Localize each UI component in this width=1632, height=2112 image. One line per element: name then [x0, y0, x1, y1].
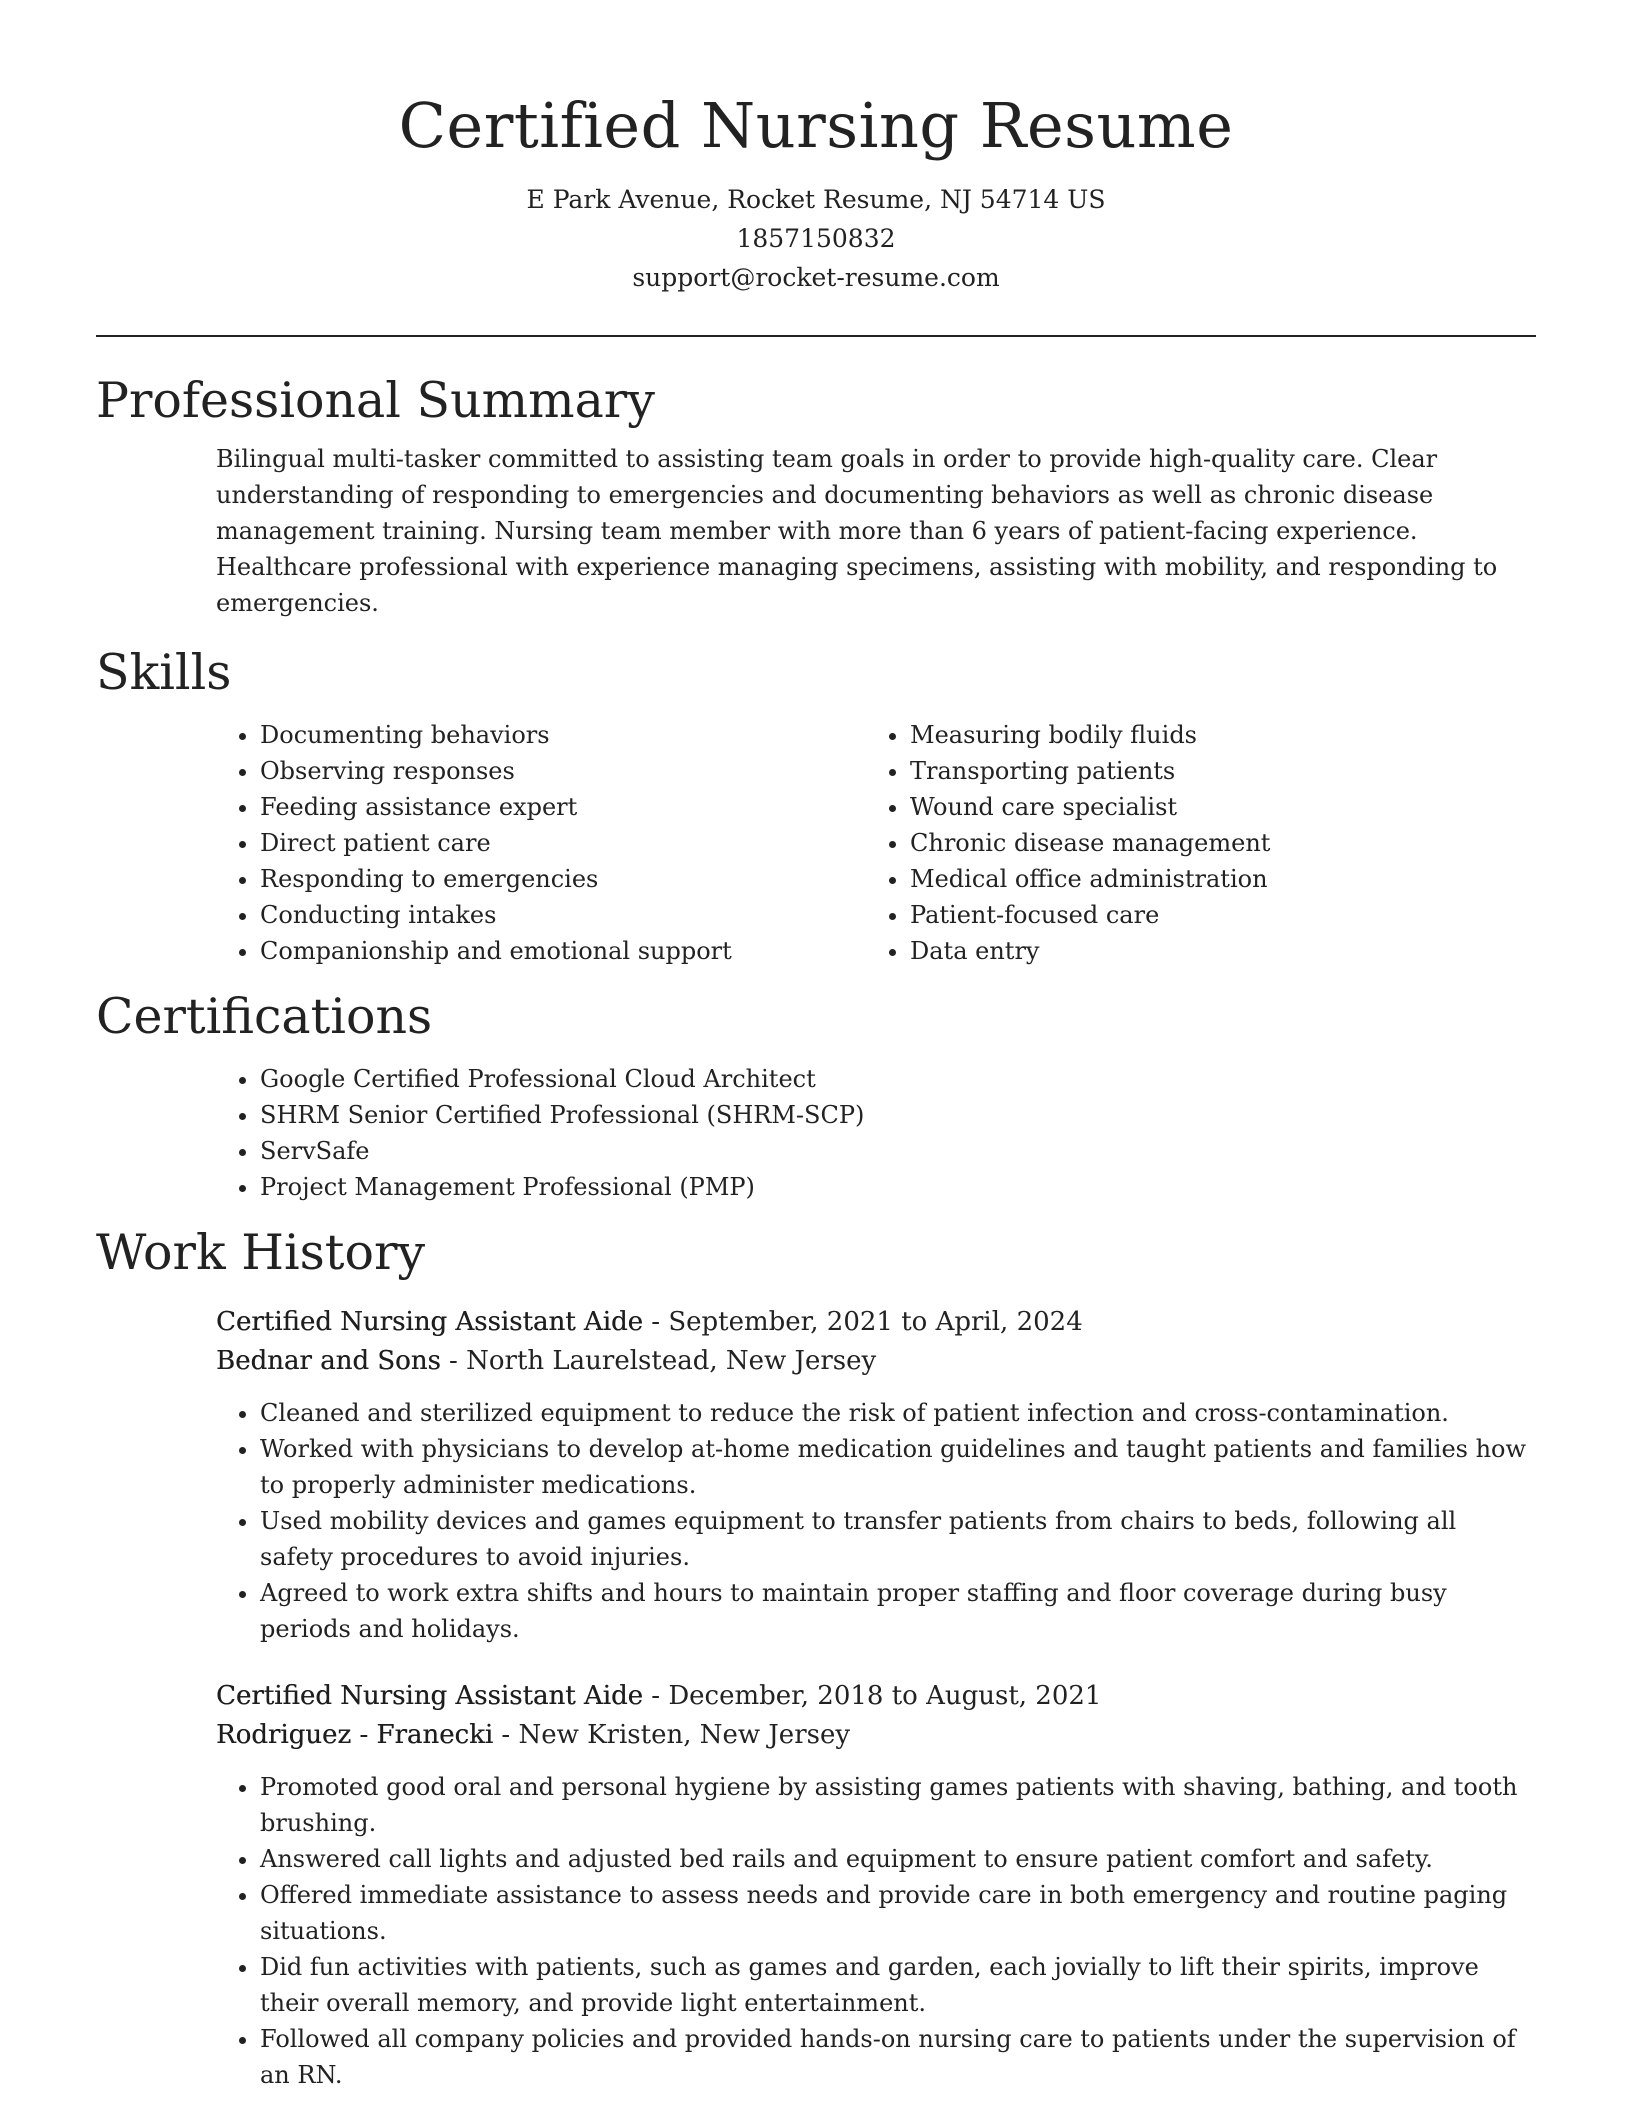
- skills-section: [96, 643, 1536, 969]
- job-duties-list: [216, 1395, 1536, 1647]
- resume-header: [96, 0, 1536, 297]
- skill-item: • Documenting behaviors: [260, 717, 866, 753]
- skill-item: • Conducting intakes: [260, 897, 866, 933]
- skills-list-left: [216, 717, 866, 969]
- job-duty: • Cleaned and sterilized equipment to reduce the risk of patient infection and cross-contamination.: [260, 1395, 1536, 1431]
- job-duty: • Offered immediate assistance to assess needs and provide care in both emergency and routine paging situations.: [260, 1877, 1536, 1949]
- job-duty: • Did fun activities with patients, such as games and garden, each jovially to lift their spirits, improve their overall memory, and provide light entertainment.: [260, 1949, 1536, 2021]
- job-company: Rodriguez - Franecki: [216, 1720, 494, 1750]
- job-duty: • Used mobility devices and games equipment to transfer patients from chairs to beds, following all safety procedures to avoid injuries.: [260, 1503, 1536, 1575]
- job-duties-list: [216, 1769, 1536, 2093]
- skills-heading: Skills: [96, 644, 232, 701]
- job-title: Certified Nursing Assistant Aide: [216, 1681, 643, 1711]
- resume-page: [96, 0, 1536, 2093]
- skill-item: • Data entry: [910, 933, 1516, 969]
- job-title-line: [216, 1303, 1536, 1342]
- certifications-heading: Certifications: [96, 988, 433, 1045]
- job-title-line: [216, 1677, 1536, 1716]
- header-divider: [96, 335, 1536, 337]
- skill-item: • Wound care specialist: [910, 789, 1516, 825]
- job-entry: [216, 1677, 1536, 1755]
- job-location: - North Laurelstead, New Jersey: [440, 1346, 877, 1376]
- contact-phone: 1857150832: [736, 224, 896, 253]
- resume-name: Certified Nursing Resume: [398, 89, 1234, 162]
- job-dates: - September, 2021 to April, 2024: [643, 1307, 1083, 1337]
- skill-item: • Observing responses: [260, 753, 866, 789]
- certification-item: • SHRM Senior Certified Professional (SHRM-SCP): [260, 1097, 1536, 1133]
- job-duty: • Answered call lights and adjusted bed rails and equipment to ensure patient comfort and safety.: [260, 1841, 1536, 1877]
- job-duty: • Worked with physicians to develop at-home medication guidelines and taught patients and families how to properly administer medications.: [260, 1431, 1536, 1503]
- summary-text: Bilingual multi-tasker committed to assisting team goals in order to provide high-quality care. Clear understanding of responding to emergencies and documenting behaviors as well as chronic disease management training. Nursing team member with more than 6 years of patient-facing experience. Healthcare professional with experience managing specimens, assisting with mobility, and responding to emergencies.: [216, 445, 1498, 617]
- job-duty: • Agreed to work extra shifts and hours to maintain proper staffing and floor coverage during busy periods and holidays.: [260, 1575, 1536, 1647]
- certification-item: • ServSafe: [260, 1133, 1536, 1169]
- skill-item: • Companionship and emotional support: [260, 933, 866, 969]
- skills-column-right: [866, 717, 1516, 969]
- skill-item: • Measuring bodily fluids: [910, 717, 1516, 753]
- certifications-list: [216, 1061, 1536, 1205]
- skills-columns: [216, 717, 1536, 969]
- summary-heading: Professional Summary: [96, 372, 655, 429]
- job-entry: [216, 1303, 1536, 1381]
- job-location: - New Kristen, New Jersey: [493, 1720, 851, 1750]
- job-title: Certified Nursing Assistant Aide: [216, 1307, 643, 1337]
- summary-section: [96, 371, 1536, 621]
- job-company-line: [216, 1716, 1536, 1755]
- certifications-section: [96, 987, 1536, 1205]
- skill-item: • Patient-focused care: [910, 897, 1516, 933]
- certification-item: • Google Certified Professional Cloud Architect: [260, 1061, 1536, 1097]
- certification-item: • Project Management Professional (PMP): [260, 1169, 1536, 1205]
- skills-column-left: [216, 717, 866, 969]
- skill-item: • Transporting patients: [910, 753, 1516, 789]
- skill-item: • Feeding assistance expert: [260, 789, 866, 825]
- skill-item: • Direct patient care: [260, 825, 866, 861]
- skills-list-right: [866, 717, 1516, 969]
- work-history-section: [96, 1223, 1536, 2093]
- work-history-heading: Work History: [96, 1224, 426, 1281]
- contact-address: E Park Avenue, Rocket Resume, NJ 54714 US: [526, 185, 1106, 214]
- skill-item: • Chronic disease management: [910, 825, 1516, 861]
- skill-item: • Medical office administration: [910, 861, 1516, 897]
- contact-info: [96, 180, 1536, 297]
- job-duty: • Followed all company policies and provided hands-on nursing care to patients under the supervision of an RN.: [260, 2021, 1536, 2093]
- job-company: Bednar and Sons: [216, 1346, 441, 1376]
- contact-email: support@rocket-resume.com: [632, 263, 1000, 292]
- job-company-line: [216, 1342, 1536, 1381]
- job-dates: - December, 2018 to August, 2021: [643, 1681, 1102, 1711]
- skill-item: • Responding to emergencies: [260, 861, 866, 897]
- job-duty: • Promoted good oral and personal hygiene by assisting games patients with shaving, bathing, and tooth brushing.: [260, 1769, 1536, 1841]
